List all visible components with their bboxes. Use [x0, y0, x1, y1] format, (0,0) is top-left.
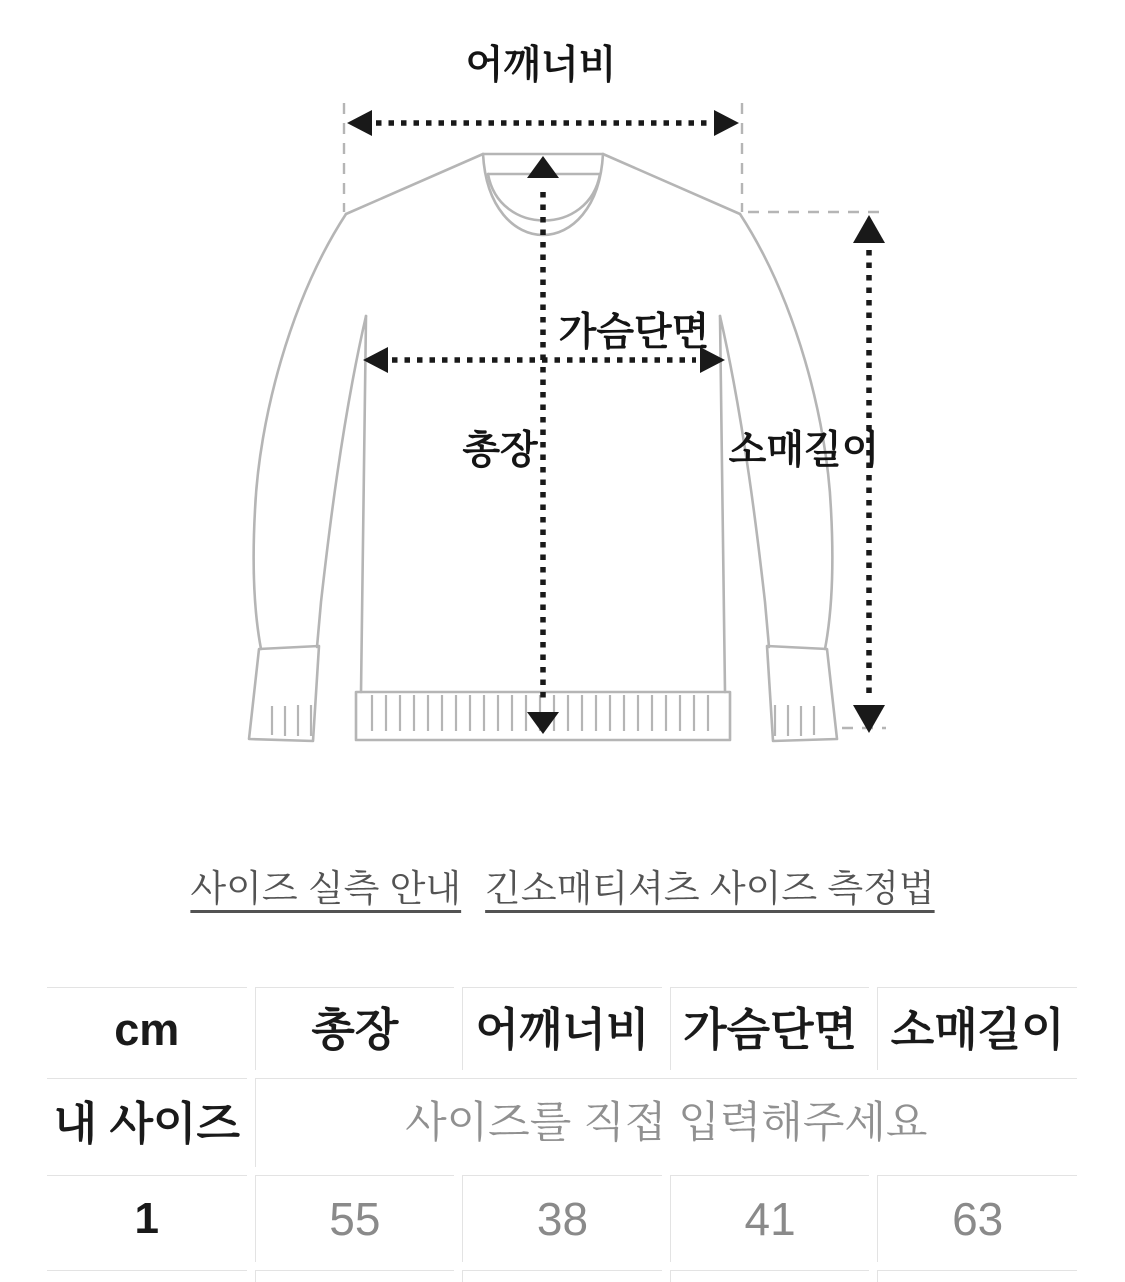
size-guide-links [0, 858, 1125, 912]
col-header-chest: 가슴단면 [670, 987, 870, 1070]
size-table-header-row [47, 987, 1077, 1070]
col-header-total-length: 총장 [255, 987, 455, 1070]
shoulder-width-arrow [344, 43, 742, 212]
my-size-row [47, 1078, 1077, 1167]
size-row-1-total-length: 55 [255, 1175, 455, 1262]
col-header-sleeve: 소매길이 [877, 987, 1077, 1070]
right-cuff-ribbing [775, 705, 814, 736]
size-table-wrap [39, 979, 1085, 1282]
shoulder-width-label: 어깨너비 [465, 44, 617, 87]
col-header-cm: cm [47, 987, 247, 1070]
left-cuff-ribbing [272, 705, 311, 736]
sleeve-length-arrow [729, 212, 886, 733]
size-row-1-label: 1 [47, 1175, 247, 1262]
size-row-1-shoulder: 38 [462, 1175, 662, 1262]
size-row-1 [47, 1175, 1077, 1262]
chest-width-label: 가슴단면 [558, 311, 710, 354]
col-header-shoulder: 어깨너비 [462, 987, 662, 1070]
size-table [39, 979, 1085, 1282]
size-row-1-chest: 41 [670, 1175, 870, 1262]
total-length-label: 총장 [462, 429, 538, 472]
link-size-measure-guide[interactable]: 사이즈 실측 안내 [190, 868, 462, 909]
total-length-arrow [462, 156, 559, 734]
size-row-1-sleeve: 63 [877, 1175, 1077, 1262]
my-size-label: 내 사이즈 [47, 1078, 247, 1167]
link-longsleeve-measure-method[interactable]: 긴소매티셔츠 사이즈 측정법 [485, 868, 935, 909]
my-size-input-prompt[interactable]: 사이즈를 직접 입력해주세요 [255, 1078, 1077, 1167]
size-row-next-clipped [47, 1270, 1077, 1282]
sleeve-length-label: 소매길이 [728, 429, 880, 472]
